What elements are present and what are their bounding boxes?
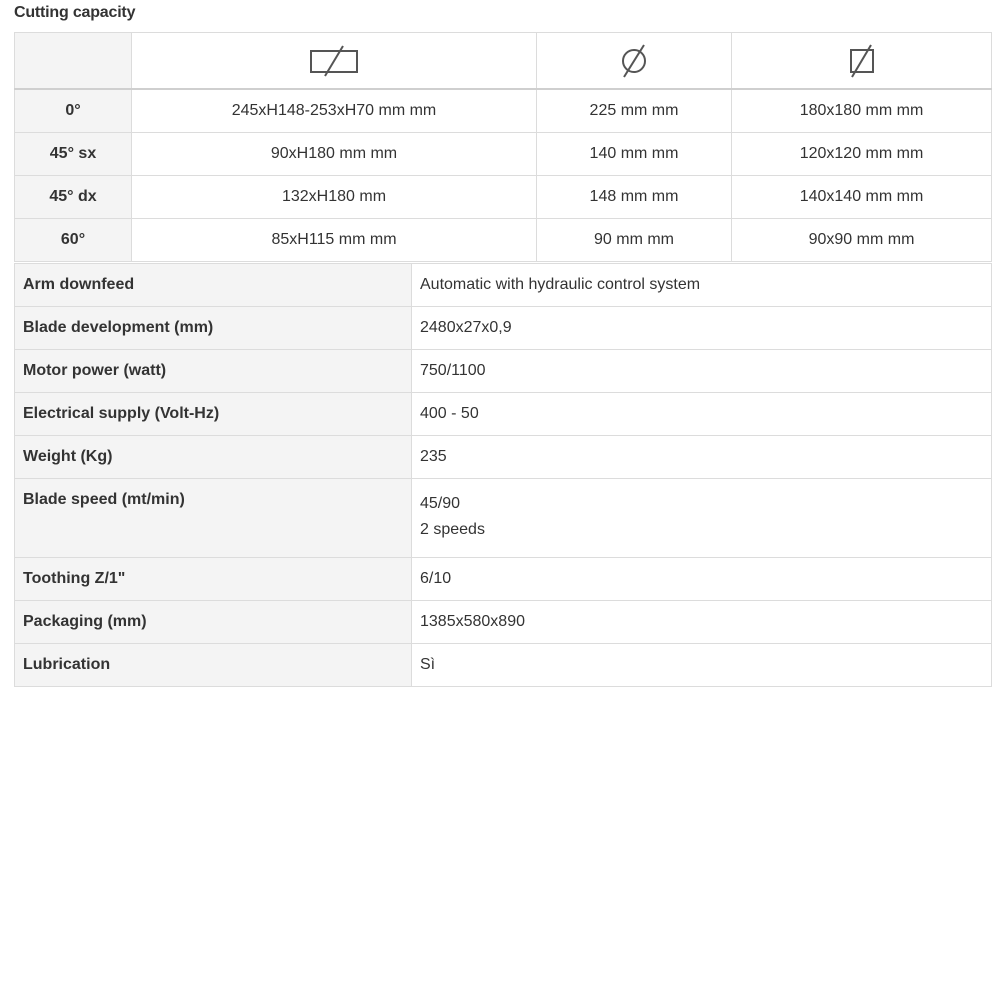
spec-row <box>15 436 992 479</box>
spec-label: Blade speed (mt/min) <box>15 479 412 558</box>
spec-row <box>15 644 992 687</box>
section-title: Cutting capacity <box>14 4 136 21</box>
spec-label: Weight (Kg) <box>15 436 412 479</box>
spec-label: Blade development (mm) <box>15 307 412 350</box>
spec-row <box>15 479 992 558</box>
header-corner-cell <box>15 33 132 90</box>
angle-cell: 45° dx <box>15 176 132 219</box>
spec-value: 2480x27x0,9 <box>412 307 992 350</box>
capacity-row <box>15 133 992 176</box>
round-capacity-cell: 90 mm mm <box>537 219 732 262</box>
spec-label: Toothing Z/1" <box>15 558 412 601</box>
round-section-icon <box>619 42 649 80</box>
rect-column-header <box>132 33 537 90</box>
capacity-row <box>15 219 992 262</box>
angle-cell: 0° <box>15 89 132 133</box>
square-column-header <box>732 33 992 90</box>
rectangle-section-icon <box>309 44 359 78</box>
spec-label: Electrical supply (Volt-Hz) <box>15 393 412 436</box>
round-capacity-cell: 225 mm mm <box>537 89 732 133</box>
specifications-table <box>14 263 992 687</box>
spec-label: Packaging (mm) <box>15 601 412 644</box>
capacity-header-row <box>15 33 992 90</box>
spec-value: 750/1100 <box>412 350 992 393</box>
spec-label: Arm downfeed <box>15 264 412 307</box>
spec-value: 235 <box>412 436 992 479</box>
rect-capacity-cell: 132xH180 mm <box>132 176 537 219</box>
spec-label: Lubrication <box>15 644 412 687</box>
rect-capacity-cell: 90xH180 mm mm <box>132 133 537 176</box>
spec-row <box>15 558 992 601</box>
round-capacity-cell: 140 mm mm <box>537 133 732 176</box>
capacity-row <box>15 176 992 219</box>
spec-value-line: 45/90 <box>420 495 461 512</box>
square-capacity-cell: 120x120 mm mm <box>732 133 992 176</box>
round-column-header <box>537 33 732 90</box>
spec-value <box>412 479 992 558</box>
capacity-row <box>15 89 992 133</box>
square-capacity-cell: 140x140 mm mm <box>732 176 992 219</box>
round-capacity-cell: 148 mm mm <box>537 176 732 219</box>
cutting-capacity-table <box>14 32 992 262</box>
spec-value: Automatic with hydraulic control system <box>412 264 992 307</box>
spec-value: 1385x580x890 <box>412 601 992 644</box>
spec-row <box>15 307 992 350</box>
rect-capacity-cell: 85xH115 mm mm <box>132 219 537 262</box>
spec-row <box>15 264 992 307</box>
square-capacity-cell: 180x180 mm mm <box>732 89 992 133</box>
spec-row <box>15 601 992 644</box>
square-section-icon <box>847 42 877 80</box>
spec-row <box>15 350 992 393</box>
angle-cell: 60° <box>15 219 132 262</box>
spec-label: Motor power (watt) <box>15 350 412 393</box>
spec-value: Sì <box>412 644 992 687</box>
rect-capacity-cell: 245xH148-253xH70 mm mm <box>132 89 537 133</box>
spec-value-line: 2 speeds <box>420 521 485 538</box>
angle-cell: 45° sx <box>15 133 132 176</box>
spec-value: 6/10 <box>412 558 992 601</box>
square-capacity-cell: 90x90 mm mm <box>732 219 992 262</box>
spec-row <box>15 393 992 436</box>
spec-value: 400 - 50 <box>412 393 992 436</box>
